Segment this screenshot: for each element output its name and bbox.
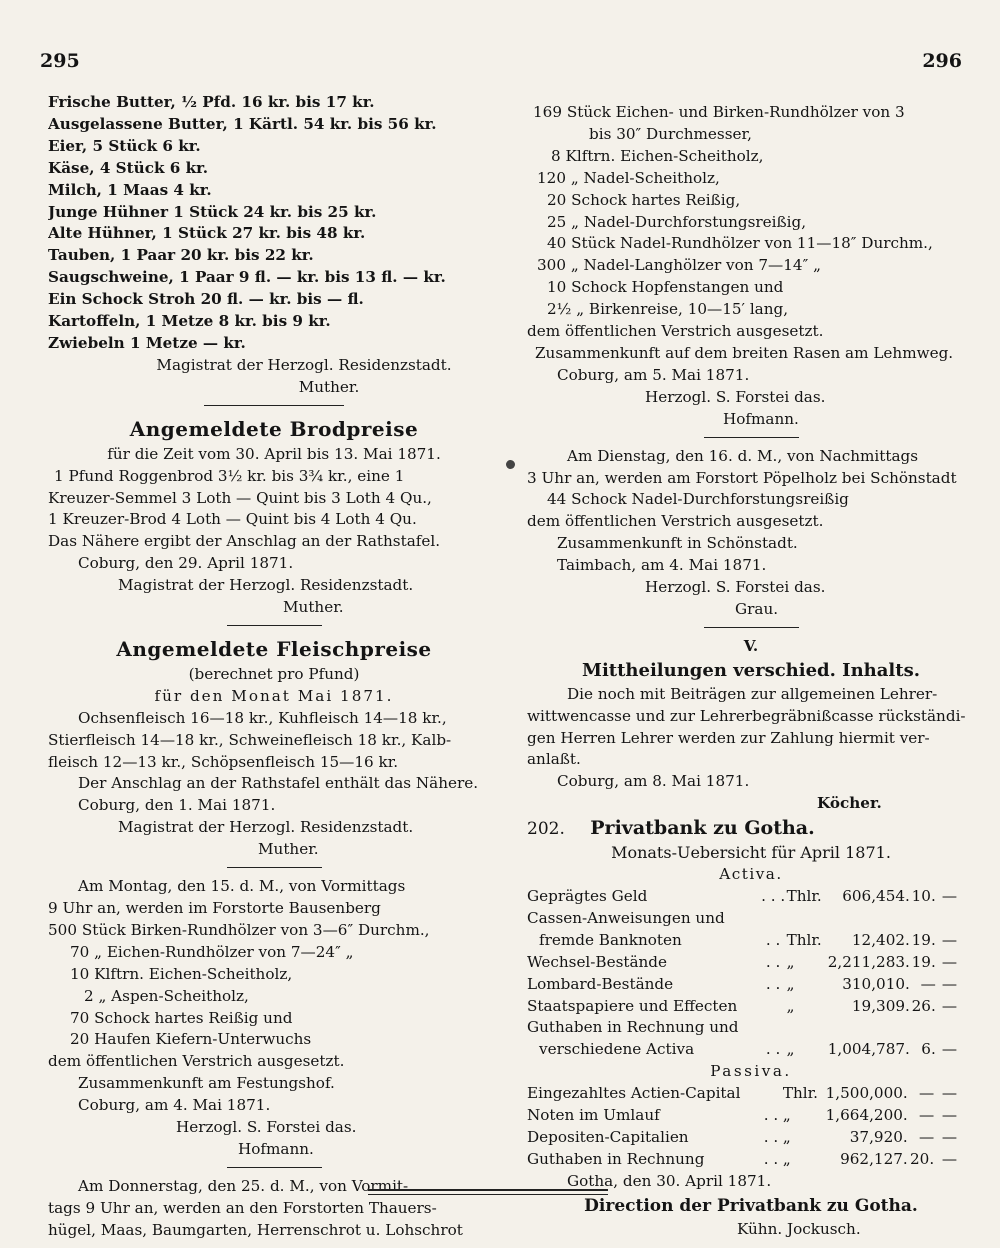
row-unit: „: [782, 1149, 791, 1168]
row-pfennig: —: [941, 887, 957, 905]
price-line: Alte Hühner, 1 Stück 27 kr. bis 48 kr.: [48, 224, 366, 243]
row-pfennig: —: [941, 1127, 957, 1146]
notice-line: 1 Pfund Roggenbrod 3½ kr. bis 3¾ kr., eine 1: [54, 466, 405, 485]
notice-line: 500 Stück Birken-Rundhölzer von 3—6″ Durchm.,: [48, 920, 430, 939]
row-unit: Thlr.: [786, 887, 822, 905]
notice-line: 9 Uhr an, werden im Forstorte Bausenberg: [48, 899, 381, 917]
section-v: [527, 636, 975, 815]
passiva-heading: Passiva.: [710, 1062, 792, 1081]
bank-signers: Kühn. Jockusch.: [737, 1219, 861, 1238]
brod-notice: [48, 414, 500, 619]
notice-subtitle: (berechnet pro Pfund): [188, 664, 360, 683]
notice-line: fleisch 12—13 kr., Schöpsenfleisch 15—16 kr.: [48, 752, 399, 771]
place-date: Coburg, am 8. Mai 1871.: [557, 772, 750, 791]
table-row: [527, 1127, 957, 1149]
row-pfennig: —: [941, 930, 957, 949]
holz-notice-montag: [48, 876, 500, 1161]
notice-line: Das Nähere ergibt der Anschlag an der Rathstafel.: [48, 532, 441, 551]
row-label: Lombard-Bestände: [527, 974, 674, 993]
ink-dot: [506, 460, 515, 469]
signature-name: Köcher.: [817, 794, 882, 813]
bank-subtitle: Monats-Uebersicht für April 1871.: [611, 843, 891, 863]
table-row: [527, 1149, 957, 1171]
holz-notice-dienstag: [527, 446, 975, 621]
table-row: [527, 930, 957, 952]
row-label: Cassen-Anweisungen und: [527, 908, 725, 927]
divider: [704, 437, 799, 438]
notice-line: dem öffentlichen Verstrich ausgesetzt.: [48, 1052, 345, 1071]
row-unit: „: [782, 1127, 791, 1146]
notice-line: 20 Schock hartes Reißig,: [547, 190, 741, 209]
row-dots: . .: [763, 1127, 779, 1146]
notice-line: 70 Schock hartes Reißig und: [70, 1008, 293, 1027]
notice-line: Zusammenkunft in Schönstadt.: [557, 534, 798, 553]
notice-line: 20 Haufen Kiefern-Unterwuchs: [70, 1030, 312, 1049]
place-date: Coburg, den 29. April 1871.: [78, 554, 294, 573]
table-row: [527, 1039, 957, 1061]
row-label: Depositen-Capitalien: [527, 1127, 689, 1146]
row-unit: „: [786, 952, 795, 971]
price-line: Milch, 1 Maas 4 kr.: [48, 180, 212, 199]
price-line: Käse, 4 Stück 6 kr.: [48, 158, 209, 177]
row-groschen: 19.: [911, 952, 936, 971]
row-dots: . .: [765, 930, 781, 949]
notice-line: Die noch mit Beiträgen zur allgemeinen Lehrer-: [567, 684, 938, 703]
notice-line: 10 Schock Hopfenstangen und: [547, 278, 784, 297]
notice-line: 8 Klftrn. Eichen-Scheitholz,: [551, 146, 764, 165]
row-dots: . .: [765, 952, 781, 971]
notice-line: Kreuzer-Semmel 3 Loth — Quint bis 3 Loth 4 Qu.,: [48, 488, 432, 507]
row-amount: 962,127.: [840, 1149, 908, 1168]
row-dots: . .: [765, 974, 781, 993]
signature-name: Muther.: [258, 840, 319, 859]
row-unit: „: [786, 996, 795, 1015]
divider: [227, 1167, 322, 1168]
section-heading: Angemeldete Brodpreise: [129, 416, 419, 441]
section-heading: Angemeldete Fleischpreise: [116, 636, 432, 661]
right-column: [527, 102, 975, 1241]
row-label: Noten im Umlauf: [527, 1106, 660, 1125]
price-line: Ein Schock Stroh 20 fl. — kr. bis — fl.: [48, 290, 364, 309]
notice-line: anlaßt.: [527, 750, 581, 769]
row-groschen: —: [920, 974, 936, 993]
notice-line: 1 Kreuzer-Brod 4 Loth — Quint bis 4 Loth 4 Qu.: [48, 510, 417, 529]
notice-line: 44 Schock Nadel-Durchforstungsreißig: [547, 490, 849, 509]
activa-table: [527, 886, 957, 1061]
price-line: Frische Butter, ½ Pfd. 16 kr. bis 17 kr.: [48, 93, 375, 111]
signature-name: Hofmann.: [723, 409, 799, 428]
signature-name: Grau.: [735, 599, 779, 618]
row-label: Staatspapiere und Effecten: [527, 996, 738, 1015]
notice-line: 10 Klftrn. Eichen-Scheitholz,: [70, 964, 293, 983]
notice-number: 202.: [527, 819, 565, 840]
row-pfennig: —: [941, 952, 957, 971]
signature-name: Hofmann.: [238, 1139, 314, 1158]
row-amount: 1,500,000.: [825, 1084, 908, 1103]
section-heading: Mittheilungen verschied. Inhalts.: [582, 659, 920, 681]
signature-authority: Magistrat der Herzogl. Residenzstadt.: [118, 576, 414, 595]
row-pfennig: —: [941, 1106, 957, 1125]
row-unit: „: [782, 1106, 791, 1125]
place-date: Taimbach, am 4. Mai 1871.: [557, 556, 767, 575]
row-dots: . . .: [761, 887, 786, 905]
row-pfennig: —: [941, 974, 957, 993]
table-row: [527, 952, 957, 974]
divider: [227, 625, 322, 626]
holz-notice-continued: [527, 102, 975, 431]
row-label: Geprägtes Geld: [527, 887, 648, 905]
bank-title: Privatbank zu Gotha.: [590, 817, 815, 840]
notice-line: Zusammenkunft am Festungshof.: [78, 1074, 335, 1093]
notice-line: Am Donnerstag, den 25. d. M., von Vormit-: [78, 1176, 409, 1195]
notice-line: 2½ „ Birkenreise, 10—15′ lang,: [547, 300, 789, 319]
table-row: [527, 1105, 957, 1127]
notice-line: tags 9 Uhr an, werden an den Forstorten Thauers-: [48, 1198, 437, 1217]
notice-line: 2 „ Aspen-Scheitholz,: [84, 986, 249, 1005]
row-groschen: —: [918, 1084, 935, 1103]
signature-name: Muther.: [298, 377, 360, 396]
notice-line: gen Herren Lehrer werden zur Zahlung hiermit ver-: [527, 728, 930, 747]
table-row: [527, 886, 957, 908]
notice-line: hügel, Maas, Baumgarten, Herrenschrot u. Lohschrot: [48, 1220, 463, 1239]
row-amount: 2,211,283.: [827, 952, 910, 971]
row-groschen: —: [918, 1127, 935, 1146]
notice-line: 120 „ Nadel-Scheitholz,: [537, 168, 720, 187]
table-row: [527, 908, 957, 930]
divider: [204, 405, 344, 406]
market-prices-list: [48, 92, 500, 399]
notice-line: 25 „ Nadel-Durchforstungsreißig,: [547, 212, 807, 231]
fleisch-notice: [48, 634, 500, 861]
place-date: Gotha, den 30. April 1871.: [567, 1171, 772, 1190]
notice-line: 3 Uhr an, werden am Forstort Pöpelholz bei Schönstadt: [527, 468, 957, 487]
notice-line: dem öffentlichen Verstrich ausgesetzt.: [527, 322, 824, 341]
row-groschen: 6.: [921, 1040, 936, 1059]
divider: [704, 627, 799, 628]
table-row: [527, 1017, 957, 1039]
row-groschen: 20.: [910, 1149, 935, 1168]
notice-line: Am Dienstag, den 16. d. M., von Nachmittags: [567, 446, 919, 465]
row-amount: 12,402.: [851, 930, 910, 949]
price-line: Zwiebeln 1 Metze — kr.: [48, 333, 246, 352]
row-label: verschiedene Activa: [539, 1040, 695, 1059]
row-label: Wechsel-Bestände: [527, 952, 668, 971]
notice-line: für die Zeit vom 30. April bis 13. Mai 1871.: [107, 444, 441, 463]
row-pfennig: —: [941, 1040, 957, 1059]
notice-line: Ochsenfleisch 16—18 kr., Kuhfleisch 14—18 kr.,: [78, 708, 447, 727]
notice-line: 169 Stück Eichen- und Birken-Rundhölzer von 3: [533, 103, 905, 121]
holz-notice-donnerstag: [48, 1176, 500, 1242]
row-groschen: 26.: [911, 996, 936, 1015]
price-line: Kartoffeln, 1 Metze 8 kr. bis 9 kr.: [48, 312, 331, 331]
notice-line: Stierfleisch 14—18 kr., Schweinefleisch 18 kr., Kalb-: [48, 730, 452, 749]
divider: [227, 867, 322, 868]
activa-heading: Activa.: [719, 865, 783, 884]
notice-line: wittwencasse und zur Lehrerbegräbnißcasse rückständi-: [527, 706, 966, 725]
bank-report: [527, 815, 975, 1240]
row-groschen: —: [918, 1106, 935, 1125]
table-row: [527, 1083, 957, 1105]
row-label: Guthaben in Rechnung: [527, 1149, 705, 1168]
row-unit: „: [786, 1040, 795, 1059]
row-amount: 606,454.: [842, 887, 910, 905]
signature-authority: Herzogl. S. Forstei das.: [176, 1118, 357, 1137]
bank-direction: Direction der Privatbank zu Gotha.: [584, 1195, 918, 1216]
signature-authority: Magistrat der Herzogl. Residenzstadt.: [156, 355, 452, 374]
row-dots: . .: [765, 1040, 781, 1059]
row-amount: 310,010.: [842, 974, 910, 993]
price-line: Ausgelassene Butter, 1 Kärtl. 54 kr. bis 56 kr.: [48, 114, 437, 133]
price-line: Junge Hühner 1 Stück 24 kr. bis 25 kr.: [48, 202, 377, 221]
notice-line: 40 Stück Nadel-Rundhölzer von 11—18″ Durchm.,: [547, 234, 933, 253]
place-date: Coburg, am 5. Mai 1871.: [557, 365, 750, 384]
signature-authority: Herzogl. S. Forstei das.: [645, 387, 826, 406]
row-pfennig: —: [941, 1149, 957, 1168]
page-number-left: 295: [40, 50, 80, 72]
notice-line: 70 „ Eichen-Rundhölzer von 7—24″ „: [70, 942, 354, 961]
row-dots: . .: [763, 1149, 779, 1168]
table-row: [527, 974, 957, 996]
page-end-rule: [368, 1189, 608, 1191]
row-label: Guthaben in Rechnung und: [527, 1018, 739, 1037]
signature-authority: Magistrat der Herzogl. Residenzstadt.: [118, 818, 414, 837]
section-number: V.: [743, 636, 759, 655]
notice-line: bis 30″ Durchmesser,: [589, 124, 752, 143]
notice-line: 300 „ Nadel-Langhölzer von 7—14″ „: [537, 256, 821, 275]
notice-line: Der Anschlag an der Rathstafel enthält das Nähere.: [78, 774, 479, 793]
notice-line: Zusammenkunft auf dem breiten Rasen am Lehmweg.: [535, 343, 954, 362]
place-date: Coburg, den 1. Mai 1871.: [78, 796, 276, 815]
row-groschen: 19.: [911, 930, 936, 949]
row-dots: . .: [763, 1106, 779, 1125]
row-pfennig: —: [941, 996, 957, 1015]
row-amount: 19,309.: [851, 996, 910, 1015]
table-row: [527, 996, 957, 1018]
row-pfennig: —: [941, 1084, 957, 1103]
row-amount: 1,004,787.: [827, 1040, 910, 1059]
price-line: Tauben, 1 Paar 20 kr. bis 22 kr.: [48, 246, 314, 265]
row-unit: Thlr.: [782, 1084, 818, 1103]
notice-subtitle: für den Monat Mai 1871.: [154, 686, 394, 705]
signature-authority: Herzogl. S. Forstei das.: [645, 578, 826, 597]
place-date: Coburg, am 4. Mai 1871.: [78, 1096, 271, 1115]
row-amount: 37,920.: [849, 1127, 908, 1146]
left-column: [48, 92, 500, 1242]
price-line: Eier, 5 Stück 6 kr.: [48, 136, 201, 155]
passiva-table: [527, 1083, 957, 1171]
signature-name: Muther.: [283, 598, 344, 617]
row-unit: „: [786, 974, 795, 993]
row-unit: Thlr.: [786, 930, 822, 949]
row-amount: 1,664,200.: [825, 1106, 908, 1125]
row-label: Eingezahltes Actien-Capital: [527, 1084, 741, 1103]
notice-line: dem öffentlichen Verstrich ausgesetzt.: [527, 512, 824, 531]
page-end-rule: [368, 1194, 608, 1195]
notice-line: Am Montag, den 15. d. M., von Vormittags: [78, 877, 406, 896]
row-label: fremde Banknoten: [539, 930, 682, 949]
row-groschen: 10.: [911, 887, 936, 905]
page-number-right: 296: [922, 50, 962, 72]
price-line: Saugschweine, 1 Paar 9 fl. — kr. bis 13 fl. — kr.: [48, 268, 446, 287]
